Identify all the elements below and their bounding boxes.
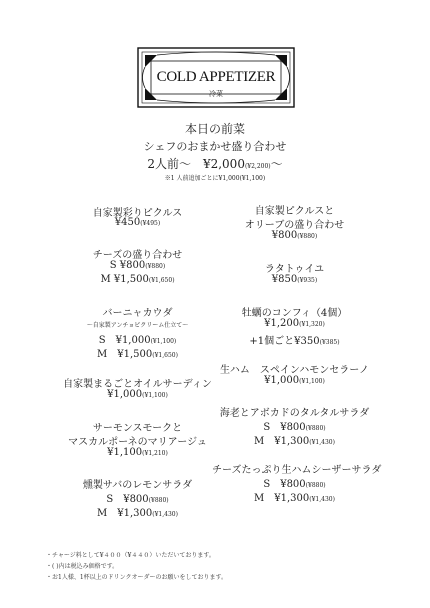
item-price: ¥850(¥935): [271, 274, 318, 285]
item-name: サーモンスモークと: [92, 423, 183, 434]
item-price: M ¥1,500(¥1,650): [97, 349, 178, 360]
item-price: +1個ごと¥350(¥385): [249, 336, 340, 347]
footer-note: ・お1人様、1杯以上のドリンクオーダーのお願いをしております。: [46, 574, 228, 581]
item-name: 生ハム スペインハモンセラーノ: [219, 365, 370, 376]
item-price: ¥1,000(¥1,100): [107, 389, 168, 400]
item-price: M ¥1,500(¥1,650): [100, 274, 175, 285]
item-name: チーズの盛り合わせ: [92, 250, 183, 261]
section-subtitle: 冷菜: [209, 90, 223, 98]
item-name: 海老とアボカドのタルタルサラダ: [219, 408, 370, 419]
item-name: 牡蠣のコンフィ（4個）: [241, 308, 348, 319]
item-description: 〜自家製アンチョビクリーム仕立て〜: [86, 322, 189, 329]
item-price: ¥450(¥495): [114, 217, 161, 228]
feature-price: 2人前〜 ¥2,000(¥2,200)〜: [147, 157, 283, 171]
item-name: バーニャカウダ: [102, 308, 173, 319]
item-price: S ¥800(¥880): [109, 260, 166, 271]
footer-note: ・( )内は税込み価格です。: [46, 563, 119, 570]
item-name: 燻製サバのレモンサラダ: [82, 480, 193, 491]
item-name: マスカルポーネのマリアージュ: [68, 437, 207, 448]
item-name: 自家製まるごとオイルサーディン: [63, 379, 212, 390]
item-price: M ¥1,300(¥1,430): [254, 436, 335, 447]
item-price: M ¥1,300(¥1,430): [97, 508, 178, 519]
feature-name: シェフのおまかせ盛り合わせ: [143, 140, 287, 153]
item-price: S ¥800(¥880): [106, 494, 169, 505]
item-price: ¥1,200(¥1,320): [264, 318, 325, 329]
section-title: COLD APPETIZER: [156, 69, 276, 85]
item-price: S ¥800(¥880): [263, 479, 326, 490]
item-price: ¥1,100(¥1,210): [107, 447, 168, 458]
item-price: M ¥1,300(¥1,430): [254, 493, 335, 504]
item-price: S ¥1,000(¥1,100): [98, 335, 177, 346]
item-name: ラタトゥイユ: [264, 264, 325, 275]
item-name: 自家製ピクルスと: [254, 206, 335, 217]
feature-note: ※1 人前追加ごとに¥1,000(¥1,100): [164, 175, 266, 182]
item-price: ¥800(¥880): [271, 230, 318, 241]
item-price: ¥1,000(¥1,100): [264, 375, 325, 386]
title-frame: [137, 47, 295, 108]
item-name: 自家製彩りピクルス: [92, 208, 183, 219]
feature-heading: 本日の前菜: [184, 122, 245, 136]
item-price: S ¥800(¥880): [263, 422, 326, 433]
footer-note: ・チャージ料として¥４００（¥４４０）いただいております。: [46, 552, 215, 559]
item-name: オリーブの盛り合わせ: [244, 220, 345, 231]
item-name: チーズたっぷり生ハムシーザーサラダ: [212, 465, 382, 476]
